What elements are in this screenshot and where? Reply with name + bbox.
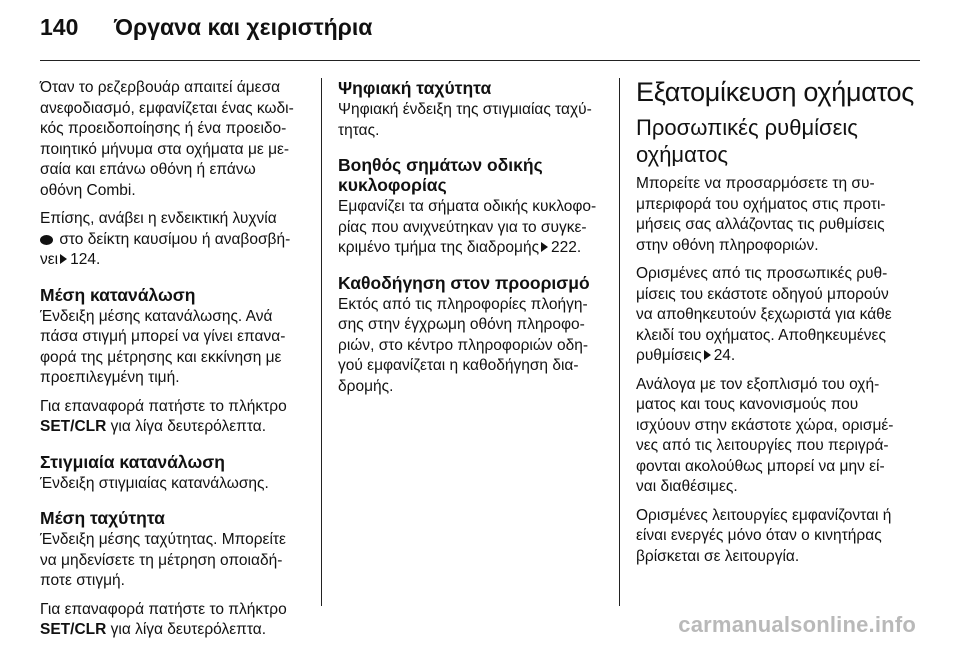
heading-traffic-sign-assistant: Βοηθός σημάτων οδικής κυκλοφορίας	[338, 155, 543, 195]
paragraph-reset-speed: Για επαναφορά πατήστε το πλήκτρο SET/CLR για λίγα δευτερόλεπτα.	[40, 600, 287, 638]
subsection-title: Προσωπικές ρυθμίσεις οχήματος	[636, 115, 858, 167]
paragraph-warning-light: Επίσης, ανάβει η ενδεικτική λυχνία στο δείκτη καυσίμου ή αναβοσβή- νει 124.	[40, 210, 291, 268]
heading-instant-consumption: Στιγμιαία κατανάλωση	[40, 451, 225, 472]
paragraph-key-settings: Ορισμένες από τις προσωπικές ρυθ- μίσεις του εκάστοτε οδηγού μπορούν να αποθηκευτούν ξεχωριστά για κάθε κλειδί του οχήματος. Αποθηκευμένες ρυθμίσεις 24.	[636, 265, 892, 364]
fuel-warning-light-icon	[40, 235, 53, 245]
page-reference[interactable]: 222.	[551, 239, 582, 256]
heading-digital-speed: Ψηφιακή ταχύτητα	[338, 78, 492, 98]
paragraph-average-speed: Ένδειξη μέσης ταχύτητας. Μπορείτε να μηδενίσετε τη μέτρηση οποιαδή- ποτε στιγμή.	[40, 531, 286, 589]
page-reference-arrow-icon	[60, 254, 67, 264]
paragraph-average-consumption: Ένδειξη μέσης κατανάλωσης. Ανά πάσα στιγμή μπορεί να γίνει επανα- φορά της μέτρησης και εκκίνηση με προεπιλεγμένη τιμή.	[40, 307, 286, 386]
column-1	[40, 78, 315, 649]
column-2	[338, 78, 613, 405]
paragraph-route-guidance: Εκτός από τις πληροφορίες πλοήγη- σης στην έγχρωμη οθόνη πληροφο- ριών, στο κέντρο πληροφοριών οδη- γού εμφανίζεται η καθοδήγηση δια- δρομής.	[338, 295, 589, 395]
page-reference[interactable]: 24.	[713, 347, 736, 364]
heading-average-speed: Μέση ταχύτητα	[40, 508, 165, 528]
section-title: Εξατομίκευση οχήματος	[636, 77, 914, 107]
page-reference-arrow-icon	[704, 350, 711, 360]
paragraph-traffic-sign-assistant: Εμφανίζει τα σήματα οδικής κυκλοφο- ρίας που ανιχνεύτηκαν για το συγκε- κριμένο τμήμα της διαδρομής 222.	[338, 198, 597, 256]
paragraph-reset-consumption: Για επαναφορά πατήστε το πλήκτρο SET/CLR για λίγα δευτερόλεπτα.	[40, 397, 287, 435]
key-name: SET/CLR	[40, 418, 107, 435]
paragraph-engine-running: Ορισμένες λειτουργίες εμφανίζονται ή είναι ενεργές μόνο όταν ο κινητήρας βρίσκεται σε λειτουργία.	[636, 506, 892, 565]
watermark: carmanualsonline.info	[678, 612, 916, 637]
paragraph-personalization: Μπορείτε να προσαρμόσετε τη συ- μπεριφορά του οχήματος στις προτι- μήσεις σας αλλάζοντας τις ρυθμίσεις στην οθόνη πληροφοριών.	[636, 175, 886, 254]
paragraph-low-fuel: Όταν το ρεζερβουάρ απαιτεί άμεσα ανεφοδιασμό, εμφανίζεται ένας κωδι- κός προειδοποίησης ή ένα προειδο- ποιητικό μήνυμα στα οχήματα με με- σαία και επάνω οθόνη ή επάνω οθόνη Combi.	[40, 79, 294, 199]
column-divider-1	[321, 78, 322, 606]
page-reference[interactable]: 124.	[70, 251, 101, 268]
page-reference-arrow-icon	[541, 242, 548, 252]
page-number: 140	[40, 14, 79, 40]
heading-route-guidance: Καθοδήγηση στον προορισμό	[338, 272, 590, 293]
column-3	[636, 76, 926, 575]
key-name: SET/CLR	[40, 621, 107, 638]
paragraph-instant-consumption: Ένδειξη στιγμιαίας κατανάλωσης.	[40, 474, 269, 492]
page-header	[40, 14, 372, 44]
paragraph-digital-speed: Ψηφιακή ένδειξη της στιγμιαίας ταχύ- τητας.	[338, 101, 592, 139]
paragraph-equipment: Ανάλογα με τον εξοπλισμό του οχή- ματος και τους κανονισμούς που ισχύουν στην εκάστοτε χώρα, ορισμέ- νες από τις λειτουργίες που περιγρά- φονται ακολούθως μπορεί να μην εί- ναι διαθέσιμες.	[636, 375, 894, 495]
page-title: Όργανα και χειριστήρια	[114, 14, 373, 40]
heading-average-consumption: Μέση κατανάλωση	[40, 284, 196, 305]
column-divider-2	[619, 78, 620, 606]
header-rule	[40, 60, 920, 61]
